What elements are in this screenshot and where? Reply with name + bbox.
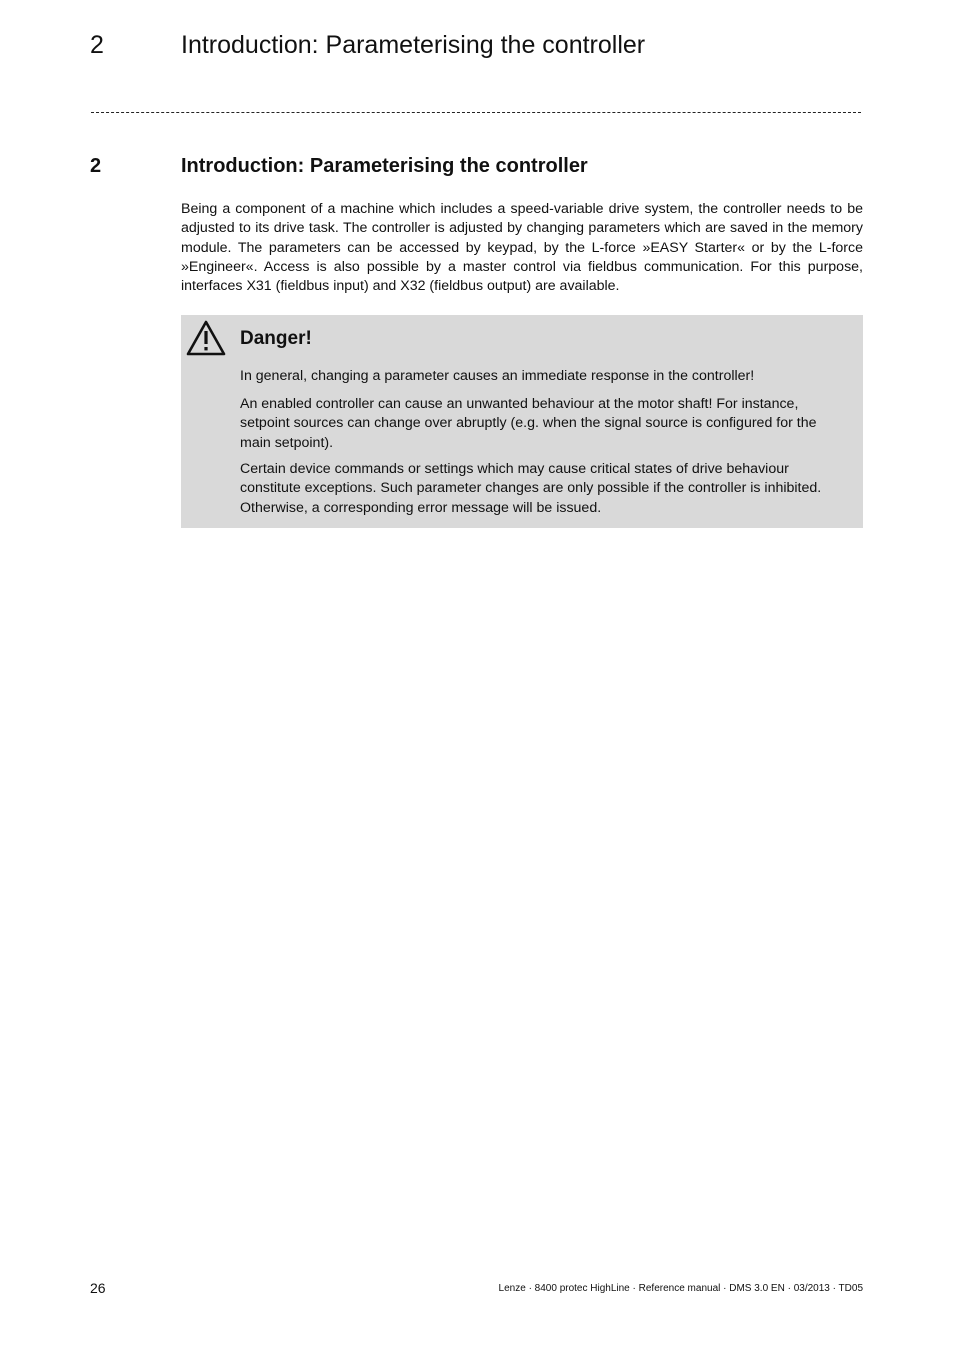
running-header-number: 2	[90, 31, 104, 59]
running-header	[90, 28, 870, 64]
danger-paragraph: Certain device commands or settings which may cause critical states of drive behaviour constitute exceptions. Such parameter changes are only possible if the controller is inhibited. Otherwise, a corresponding error message will be issued.	[240, 461, 822, 516]
warning-triangle-icon	[185, 319, 227, 357]
danger-notice	[181, 315, 863, 528]
danger-paragraph: In general, changing a parameter causes an immediate response in the controller!	[240, 368, 755, 384]
dashed-divider	[91, 112, 861, 113]
section-number: 2	[90, 155, 102, 177]
danger-title: Danger!	[240, 328, 312, 349]
intro-paragraph: Being a component of a machine which includes a speed-variable drive system, the controller needs to be adjusted to its drive task. The controller is adjusted by changing parameters which are saved in the memory module. The parameters can be accessed by keypad, by the L-force »EASY Starter« or by the L-force »Engineer«. Access is also possible by a master control via fieldbus communication. For this purpose, interfaces X31 (fieldbus input) and X32 (fieldbus output) are available.	[181, 201, 863, 295]
section-title: Introduction: Parameterising the controller	[181, 155, 588, 177]
running-header-title: Introduction: Parameterising the controller	[181, 31, 646, 59]
footer-document-info: Lenze · 8400 protec HighLine · Reference manual · DMS 3.0 EN · 03/2013 · TD05	[498, 1283, 863, 1294]
page-number: 26	[90, 1280, 106, 1296]
section-heading	[90, 152, 870, 182]
danger-paragraph: An enabled controller can cause an unwanted behaviour at the motor shaft! For instance, setpoint sources can change over abruptly (e.g. when the signal source is configured for the main setpoint).	[240, 396, 817, 451]
